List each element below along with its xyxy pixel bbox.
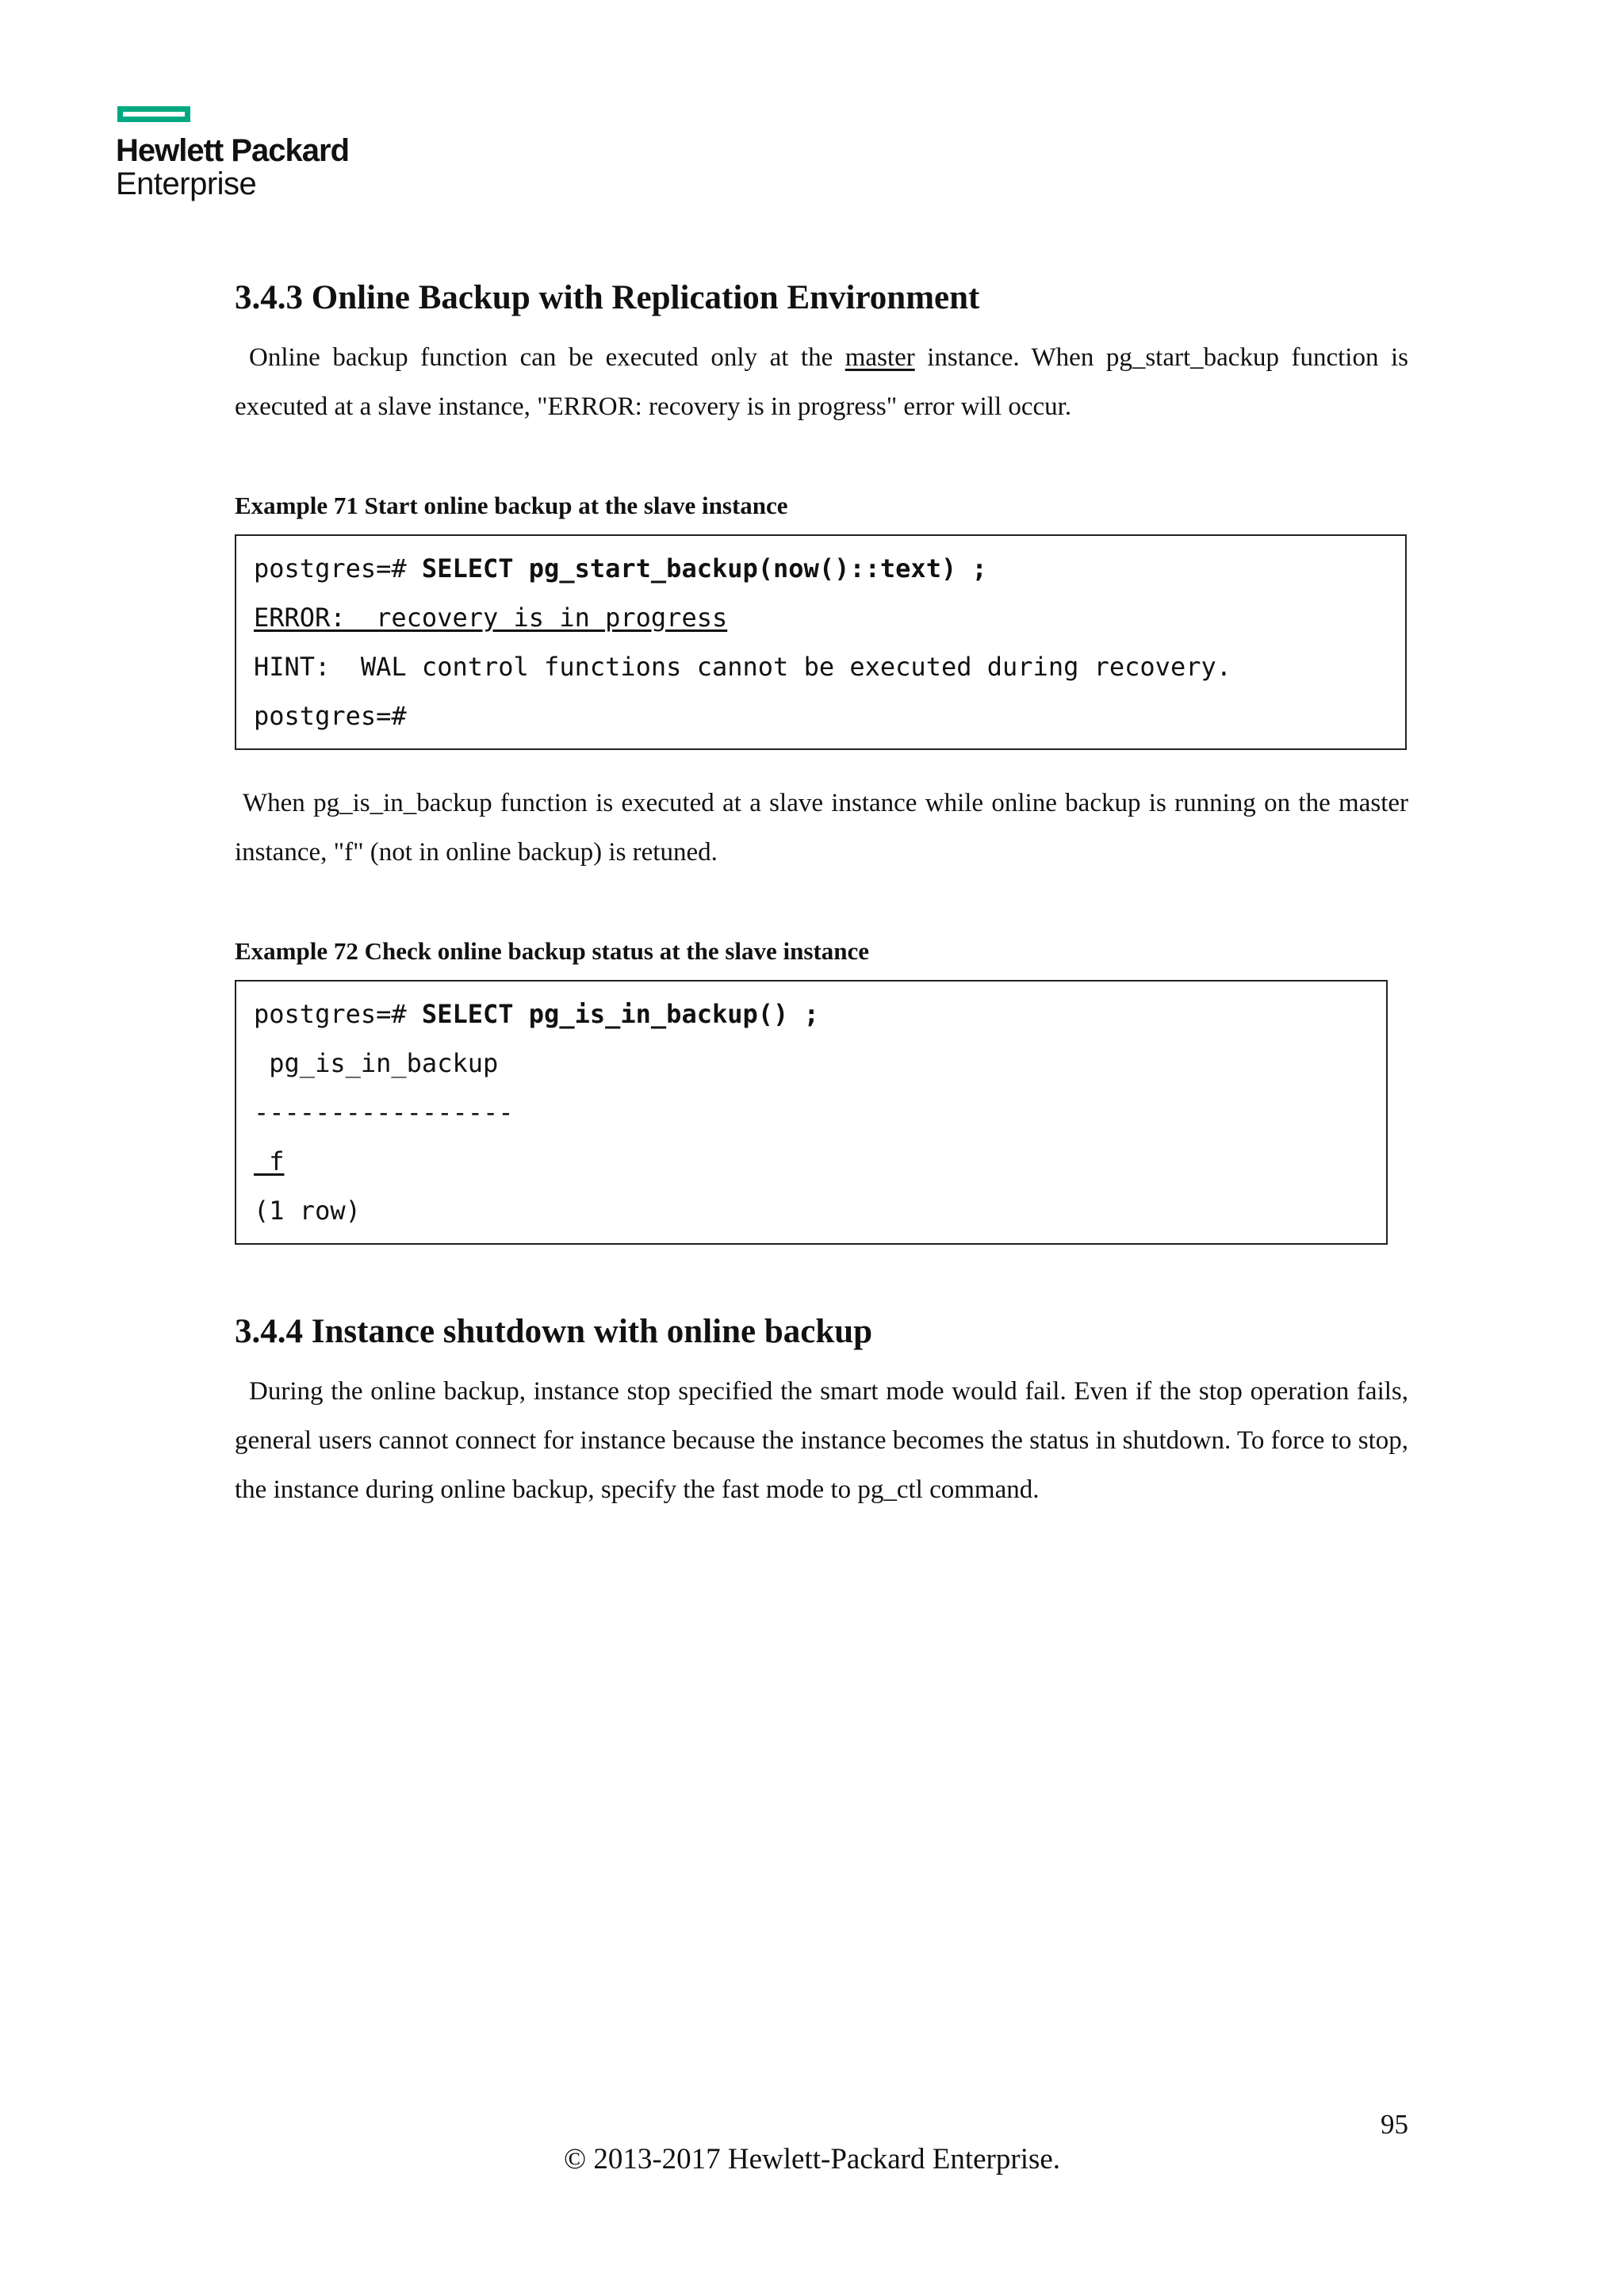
example-72-caption: Example 72 Check online backup status at the slave instance (235, 937, 870, 965)
code-line-separator: ----------------- (254, 1097, 514, 1127)
example-71-caption: Example 71 Start online backup at the slave instance (235, 492, 788, 519)
copyright-footer: © 2013-2017 Hewlett-Packard Enterprise. (563, 2143, 1061, 2175)
code-line-hint: HINT: WAL control functions cannot be executed during recovery. (254, 652, 1231, 682)
section-heading-3-4-4: 3.4.4 Instance shutdown with online backup (235, 1313, 873, 1350)
logo-green-rectangle (117, 106, 190, 122)
paragraph-text-b: instance. When pg_start_backup function is executed at a slave instance, "ERROR: recovery is in progress" error will occur. (235, 343, 1408, 421)
logo-text-line2: Enterprise (116, 166, 257, 201)
page-number: 95 (1381, 2109, 1408, 2140)
example-71-code-block (235, 534, 1407, 750)
sql-command: SELECT pg_is_in_backup() ; (421, 999, 819, 1029)
section-heading-3-4-3: 3.4.3 Online Backup with Replication Environment (235, 279, 980, 316)
logo-text-line1: Hewlett Packard (116, 133, 350, 168)
sql-command: SELECT pg_start_backup(now()::text) ; (421, 553, 987, 584)
hpe-logo (116, 106, 349, 200)
code-line-prompt: postgres=# (254, 701, 407, 731)
example-72-code-block (235, 980, 1388, 1245)
code-line-value (254, 1137, 1369, 1186)
code-line-error (254, 593, 1388, 642)
code-line-column-header: pg_is_in_backup (254, 1048, 499, 1078)
result-value: f (254, 1146, 285, 1177)
section-3-4-3-paragraph (235, 333, 1408, 431)
pg-is-in-backup-paragraph: When pg_is_in_backup function is executed at a slave instance while online backup is running on the master instance, "f" (not in online backup) is retuned. (235, 789, 1408, 867)
underlined-master: master (845, 343, 915, 372)
paragraph-text-a: Online backup function can be executed only at the (249, 343, 845, 372)
code-line-command: postgres=# SELECT pg_start_backup(now()::text) ; (254, 553, 987, 584)
code-line-command: postgres=# SELECT pg_is_in_backup() ; (254, 999, 819, 1029)
section-3-4-4-paragraph: During the online backup, instance stop specified the smart mode would fail. Even if the stop operation fails, general users cannot connect for instance because the instance becomes the status in shutdown. To force to stop, the instance during online backup, specify the fast mode to pg_ctl command. (235, 1377, 1408, 1504)
error-message: ERROR: recovery is in progress (254, 603, 728, 633)
code-line-row-count: (1 row) (254, 1196, 361, 1226)
